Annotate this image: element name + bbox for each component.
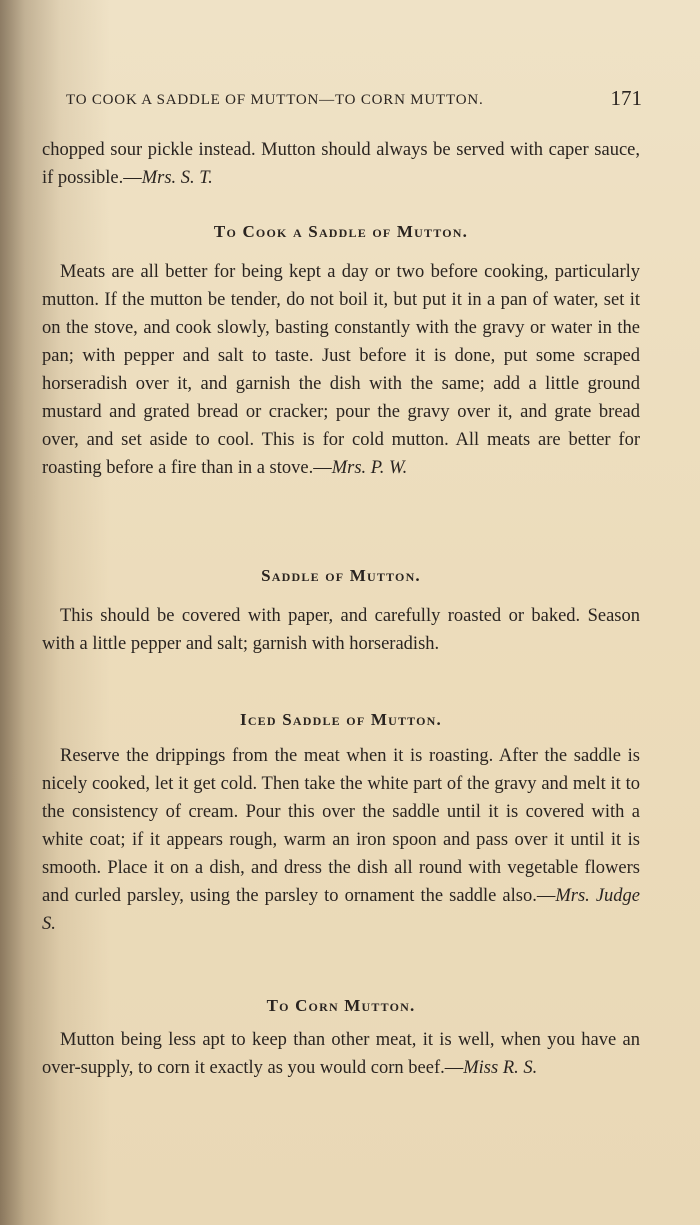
- recipe-paragraph: [42, 258, 640, 482]
- signature: Mrs. P. W.: [331, 458, 408, 478]
- recipe-paragraph: [42, 1026, 640, 1082]
- recipe-paragraph: [42, 602, 640, 658]
- continuation-text: chopped sour pickle instead. Mutton should always be served with caper sauce, if possible.—: [42, 140, 640, 188]
- page-number: 171: [610, 86, 642, 110]
- section-heading: To Corn Mutton.: [266, 996, 416, 1015]
- section-heading: Saddle of Mutton.: [261, 566, 421, 585]
- recipe-paragraph: [42, 742, 640, 938]
- recipe-text: Meats are all better for being kept a day or two before cooking, particularly mutton. If the mutton be tender, do not boil it, but put it in a pan of water, set it on the stove, and cook slowly, basting constantly with the gravy or water in the pan; with pepper and salt to taste. Just before it is done, put some scraped horseradish over it, and garnish the dish with the same; add a little ground mustard and grated bread or cracker; pour the gravy over it, and grate bread over, and set aside to cool. This is for cold mutton. All meats are better for roasting before a fire than in a stove.—: [42, 262, 640, 478]
- section-heading: To Cook a Saddle of Mutton.: [213, 222, 469, 241]
- section-heading: Iced Saddle of Mutton.: [240, 710, 442, 729]
- running-title: TO COOK A SADDLE OF MUTTON—TO CORN MUTTON.: [66, 92, 484, 108]
- recipe-text: Mutton being less apt to keep than other meat, it is well, when you have an over-supply, to corn it exactly as you would corn beef.—: [42, 1030, 640, 1078]
- continuation-paragraph: [42, 136, 640, 192]
- signature: Mrs. Judge S.: [42, 886, 641, 934]
- signature: Mrs. S. T.: [141, 168, 213, 188]
- running-head: [66, 88, 642, 114]
- signature: Miss R. S.: [463, 1058, 538, 1078]
- recipe-text: Reserve the drippings from the meat when it is roasting. After the saddle is nicely cooked, let it get cold. Then take the white part of the gravy and melt it to the consistency of cream. Pour this over the saddle until it is covered with a white coat; if it appears rough, warm an iron spoon and pass over it until it is smooth. Place it on a dish, and dress the dish all round with vegetable flowers and curled parsley, using the parsley to ornament the saddle also.—: [42, 746, 640, 906]
- recipe-text: This should be covered with paper, and carefully roasted or baked. Season with a little pepper and salt; garnish with horseradish.: [42, 606, 640, 654]
